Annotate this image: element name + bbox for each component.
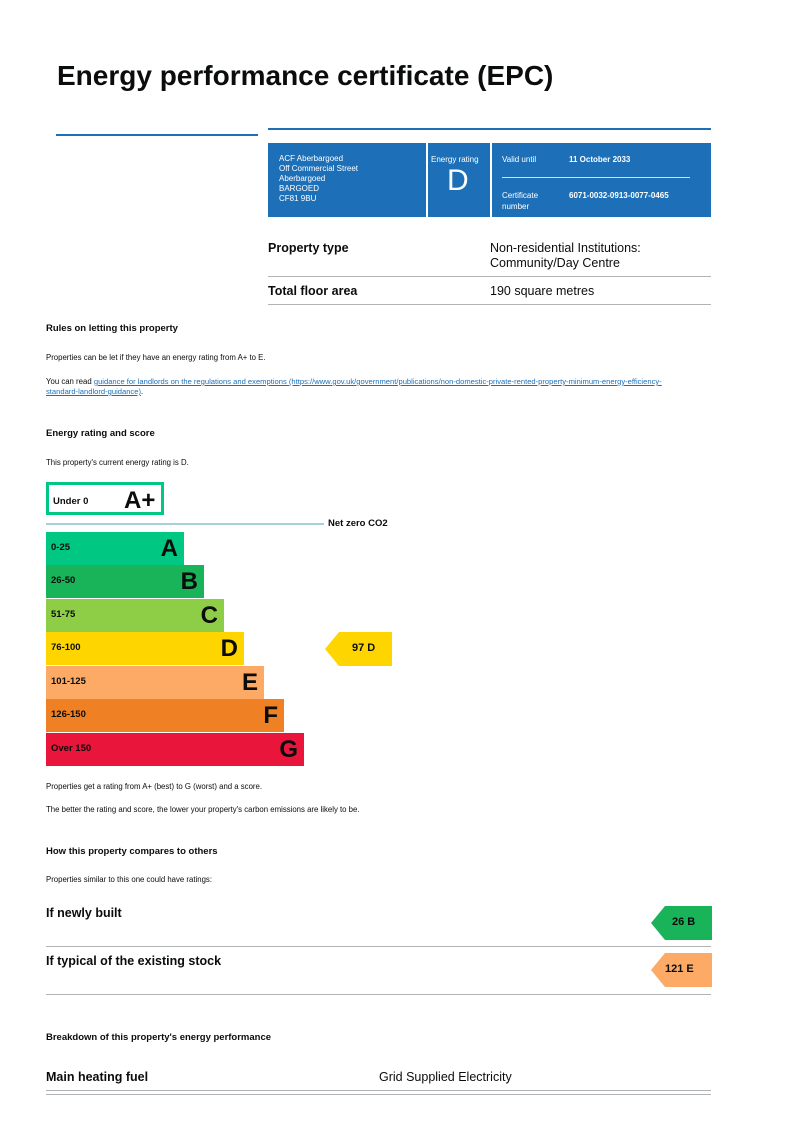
energy-rating-label: Energy rating	[431, 155, 479, 164]
floor-area-label: Total floor area	[268, 284, 358, 298]
rules-guidance-text	[46, 377, 662, 397]
divider	[268, 304, 711, 305]
rating-band-aplus	[46, 482, 164, 515]
rating-band-c	[46, 599, 224, 632]
current-rating-text: This property's current energy rating is D.	[46, 458, 189, 467]
band-range: Over 150	[51, 743, 92, 754]
typical-stock-score: 121 E	[665, 963, 694, 975]
newly-built-label: If newly built	[46, 906, 122, 920]
divider	[46, 994, 711, 995]
band-range: 101-125	[51, 676, 86, 687]
compare-intro: Properties similar to this one could have ratings:	[46, 875, 212, 884]
band-range: 76-100	[51, 642, 81, 653]
band-range: 126-150	[51, 709, 86, 720]
breakdown-heading: Breakdown of this property's energy performance	[46, 1032, 272, 1043]
typical-stock-label: If typical of the existing stock	[46, 954, 222, 968]
band-letter: A+	[124, 487, 156, 514]
divider	[502, 177, 690, 178]
address-line: Off Commercial Street	[279, 164, 358, 173]
guidance-link[interactable]: guidance for landlords on the regulations and exemptions (https://www.gov.uk/government/publications/non-domestic-private-rented-property-minimum-energy-efficiency-	[93, 377, 662, 386]
property-type-value-2: Community/Day Centre	[490, 256, 620, 270]
rating-band-d	[46, 632, 244, 665]
rating-band-a	[46, 532, 184, 565]
guidance-link-continued[interactable]: standard-landlord-guidance)	[46, 387, 141, 396]
guidance-suffix: .	[140, 387, 144, 396]
divider	[46, 1094, 711, 1095]
address-line: Aberbargoed	[279, 174, 326, 183]
left-header-rule	[56, 134, 258, 136]
heating-fuel-label: Main heating fuel	[46, 1070, 149, 1084]
band-letter: F	[263, 702, 278, 729]
certificate-number-value: 6071-0032-0913-0077-0465	[569, 191, 669, 200]
page-title: Energy performance certificate (EPC)	[57, 60, 554, 91]
rating-band-f	[46, 699, 284, 732]
certificate-summary-box	[268, 143, 711, 217]
guidance-prefix: You can read	[46, 377, 94, 386]
newly-built-score: 26 B	[672, 916, 696, 928]
property-type-label: Property type	[268, 241, 349, 255]
rating-band-b	[46, 565, 204, 598]
band-letter: D	[220, 635, 238, 662]
band-letter: C	[200, 602, 218, 629]
band-range: 51-75	[51, 609, 76, 620]
heating-fuel-value: Grid Supplied Electricity	[379, 1070, 512, 1084]
band-letter: A	[160, 535, 178, 562]
property-address	[279, 154, 358, 204]
energy-rating-value: D	[447, 164, 469, 197]
newly-built-arrow	[651, 906, 712, 940]
property-type-value-1: Non-residential Institutions:	[490, 241, 641, 255]
divider	[46, 946, 711, 947]
current-score-arrow	[325, 632, 392, 666]
divider	[426, 143, 428, 217]
address-line: ACF Aberbargoed	[279, 154, 344, 163]
band-range: 26-50	[51, 575, 76, 586]
valid-until-value: 11 October 2033	[569, 155, 631, 164]
current-score-text: 97 D	[352, 642, 376, 654]
right-header-rule	[268, 128, 711, 130]
rating-heading: Energy rating and score	[46, 428, 155, 439]
divider	[268, 276, 711, 277]
band-letter: B	[180, 568, 198, 595]
rating-note: Properties get a rating from A+ (best) to G (worst) and a score.	[46, 782, 263, 791]
band-letter: G	[279, 736, 298, 763]
address-line: CF81 9BU	[279, 194, 317, 203]
band-range: Under 0	[53, 496, 89, 507]
typical-stock-arrow	[651, 953, 712, 987]
rules-text: Properties can be let if they have an energy rating from A+ to E.	[46, 353, 266, 362]
net-zero-label: Net zero CO2	[328, 518, 388, 529]
address-line: BARGOED	[279, 184, 320, 193]
valid-until-label: Valid until	[502, 155, 537, 164]
net-zero-line	[46, 523, 324, 525]
floor-area-value: 190 square metres	[490, 284, 595, 298]
certificate-number-label-2: number	[502, 202, 530, 211]
band-range: 0-25	[51, 542, 71, 553]
divider	[490, 143, 492, 217]
rules-heading: Rules on letting this property	[46, 323, 178, 334]
rating-band-e	[46, 666, 264, 699]
rating-note: The better the rating and score, the lower your property's carbon emissions are likely to be.	[46, 805, 360, 814]
rating-band-g	[46, 733, 304, 766]
divider	[46, 1090, 711, 1091]
certificate-number-label: Certificate	[502, 191, 539, 200]
compare-heading: How this property compares to others	[46, 846, 218, 857]
band-letter: E	[241, 669, 258, 696]
